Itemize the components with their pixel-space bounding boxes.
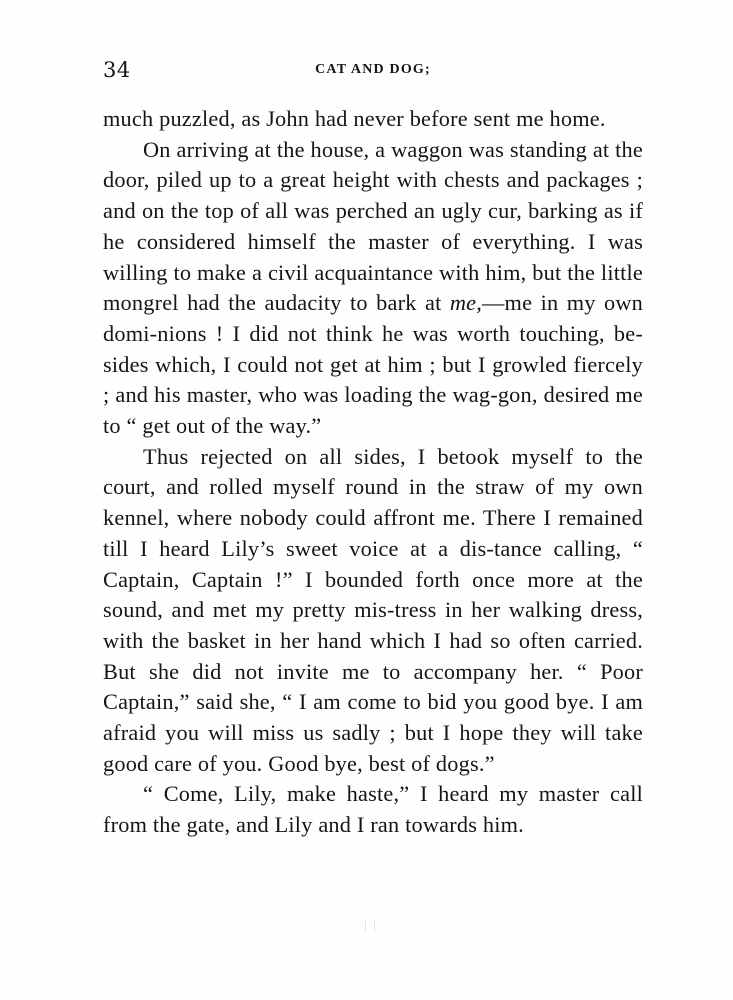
scan-mark [365,920,375,932]
page-number: 34 [103,58,131,82]
paragraph-2-text-before: On arriving at the house, a waggon was standing at the door, piled up to a great height with chests and packages ; and on the top of all was perched an ugly cur, barking as if he considered himself the master of everything. I was willing to make a civil acquaintance with him, but the little mongrel had the audacity to bark at [103,136,643,316]
running-title: CAT AND DOG; [315,62,431,77]
paragraph-2-emphasis: me, [449,290,483,316]
paragraph-4: “ Come, Lily, make haste,” I heard my master call from the gate, and Lily and I ran towards him. [103,781,643,838]
page-header [103,56,643,86]
paragraph-2 [103,135,643,442]
paragraph-1: much puzzled, as John had never before sent me home. [103,106,606,131]
paragraph-2-text-after: —me in my own domi-nions ! I did not think he was worth touching, be-sides which, I could not get at him ; but I growled fiercely ; and his master, who was loading the wag-gon, desired me to “ get out of the way.” [103,290,643,439]
paragraph-3: Thus rejected on all sides, I betook myself to the court, and rolled myself round in the straw of my own kennel, where nobody could affront me. There I remained till I heard Lily’s sweet voice at a dis-tance calling, “ Captain, Captain !” I bounded forth once more at the sound, and met my pretty mis-tress in her walking dress, with the basket in her hand which I had so often carried. But she did not invite me to accompany her. “ Poor Captain,” said she, “ I am come to bid you good bye. I am afraid you will miss us sadly ; but I hope they will take good care of you. Good bye, best of dogs.” [103,443,643,776]
page-body [103,104,643,841]
